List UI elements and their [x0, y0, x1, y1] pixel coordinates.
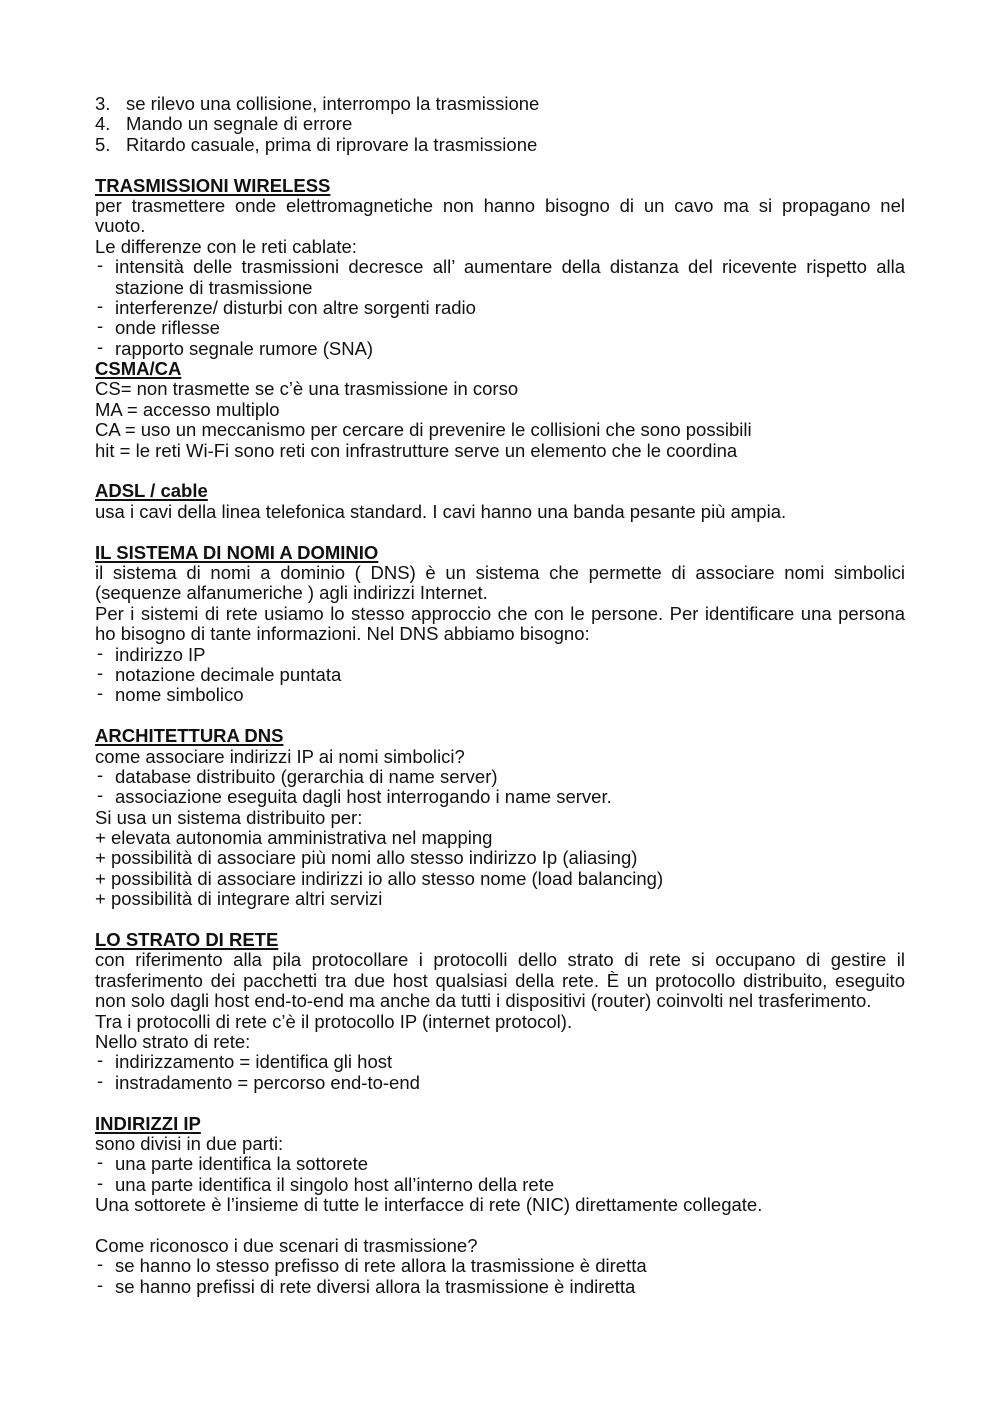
list-item-line: stazione di trasmissione: [115, 276, 313, 298]
item-number: 4.: [95, 113, 111, 135]
section-dns: [95, 543, 905, 706]
list-item-line: rapporto segnale rumore (SNA): [115, 337, 374, 359]
item-number: 5.: [95, 133, 111, 155]
paragraph-line: Una sottorete è l’insieme di tutte le interfacce di rete (NIC) direttamente collegate.: [95, 1194, 763, 1216]
dash-bullet: -: [97, 315, 104, 337]
blank-line: [95, 1215, 905, 1235]
definition-line: MA = accesso multiplo: [95, 398, 280, 420]
list-label: Le differenze con le reti cablate:: [95, 235, 357, 257]
list-item-body: [115, 1154, 905, 1174]
dash-bullet: -: [97, 763, 104, 785]
list-item-line: una parte identifica il singolo host all’interno della rete: [115, 1173, 555, 1195]
section-ip-addresses: [95, 1114, 905, 1298]
paragraph-line: con riferimento alla pila protocollare i protocolli dello strato di rete si occupano di gestire il: [95, 949, 905, 971]
section-heading: ADSL / cable: [95, 480, 208, 502]
section-network-layer: [95, 930, 905, 1093]
paragraph-line: trasferimento dei pacchetti tra due host qualsiasi della rete. È un protocollo distribuito, eseguito: [95, 969, 905, 991]
list-item-line: se hanno lo stesso prefisso di rete allora la trasmissione è diretta: [115, 1255, 647, 1277]
list-item-body: [115, 257, 905, 298]
dash-bullet: -: [97, 1171, 104, 1193]
numbered-item: [95, 114, 905, 134]
list-item: [95, 641, 905, 665]
definition-line: CS= non trasmette se c’è una trasmissione in corso: [95, 378, 519, 400]
document-page: [95, 94, 905, 1297]
list-item-body: [115, 1256, 905, 1276]
list-item-body: [115, 1277, 905, 1297]
paragraph-line: non solo dagli host end-to-end ma anche da tutti i dispositivi (router) coinvolti nel trasferimento.: [95, 990, 872, 1012]
section-heading: CSMA/CA: [95, 358, 182, 380]
list-item: [95, 1049, 905, 1073]
list-item-body: [115, 298, 905, 318]
dash-bullet: -: [97, 661, 104, 683]
definition-line: hit = le reti Wi-Fi sono reti con infrastrutture serve un elemento che le coordina: [95, 439, 738, 461]
plus-item: + possibilità di associare più nomi allo stesso indirizzo Ip (aliasing): [95, 847, 638, 869]
numbered-item: [95, 94, 905, 114]
blank-line: [95, 706, 905, 726]
list-item: [95, 661, 905, 685]
blank-line: [95, 910, 905, 930]
item-text: Mando un segnale di errore: [126, 113, 353, 135]
plus-item: + possibilità di associare indirizzi io allo stesso nome (load balancing): [95, 867, 664, 889]
section-csma-ca: [95, 359, 905, 461]
dash-bullet: -: [97, 784, 104, 806]
section-wireless: [95, 176, 905, 360]
section-heading: INDIRIZZI IP: [95, 1112, 201, 1134]
list-item: [95, 1151, 905, 1175]
list-item-line: indirizzo IP: [115, 643, 206, 665]
paragraph-line: per trasmettere onde elettromagnetiche non hanno bisogno di un cavo ma si propagano nel: [95, 194, 905, 216]
item-text: Ritardo casuale, prima di riprovare la trasmissione: [126, 133, 538, 155]
list-item-body: [115, 318, 905, 338]
list-item-line: notazione decimale puntata: [115, 663, 342, 685]
paragraph-line: Tra i protocolli di rete c’è il protocollo IP (internet protocol).: [95, 1010, 573, 1032]
list-item: [95, 1253, 905, 1277]
list-item-line: interferenze/ disturbi con altre sorgenti radio: [115, 296, 476, 318]
section-heading: LO STRATO DI RETE: [95, 929, 279, 951]
list-item-line: intensità delle trasmissioni decresce all’ aumentare della distanza del ricevente rispetto alla: [115, 256, 905, 278]
paragraph-line: usa i cavi della linea telefonica standard. I cavi hanno una banda pesante più ampia.: [95, 500, 787, 522]
dash-bullet: -: [97, 1253, 104, 1275]
dash-bullet: -: [97, 1049, 104, 1071]
list-label: sono divisi in due parti:: [95, 1132, 284, 1154]
list-item-line: una parte identifica la sottorete: [115, 1153, 368, 1175]
section-heading: TRASMISSIONI WIRELESS: [95, 174, 331, 196]
list-item-body: [115, 1073, 905, 1093]
numbered-item: [95, 135, 905, 155]
transmission-steps-list: [95, 94, 905, 155]
list-item: [95, 784, 905, 808]
section-adsl: [95, 481, 905, 522]
dash-bullet: -: [97, 1273, 104, 1295]
list-item: [95, 335, 905, 359]
plus-item: + possibilità di integrare altri servizi: [95, 888, 383, 910]
dash-bullet: -: [97, 1069, 104, 1091]
dash-bullet: -: [97, 682, 104, 704]
list-item-body: [115, 685, 905, 705]
blank-line: [95, 155, 905, 175]
list-item-line: onde riflesse: [115, 317, 220, 339]
list-item-body: [115, 665, 905, 685]
item-number: 3.: [95, 93, 111, 114]
dash-bullet: -: [97, 1151, 104, 1173]
list-item-body: [115, 787, 905, 807]
list-item-body: [115, 767, 905, 787]
list-item: [95, 315, 905, 339]
list-item: [95, 1171, 905, 1195]
list-item: [95, 1273, 905, 1297]
paragraph-line: il sistema di nomi a dominio ( DNS) è un sistema che permette di associare nomi simbolici: [95, 561, 905, 583]
dash-bullet: -: [97, 335, 104, 357]
definition-line: CA = uso un meccanismo per cercare di prevenire le collisioni che sono possibili: [95, 419, 752, 441]
paragraph-line: Per i sistemi di rete usiamo lo stesso approccio che con le persone. Per identificare una persona: [95, 602, 905, 624]
list-item-line: instradamento = percorso end-to-end: [115, 1071, 420, 1093]
section-heading: ARCHITETTURA DNS: [95, 725, 284, 747]
list-item-line: indirizzamento = identifica gli host: [115, 1051, 393, 1073]
paragraph-line: (sequenze alfanumeriche ) agli indirizzi Internet.: [95, 582, 488, 604]
blank-line: [95, 1093, 905, 1113]
blank-line: [95, 522, 905, 542]
section-heading: IL SISTEMA DI NOMI A DOMINIO: [95, 541, 379, 563]
dash-bullet: -: [97, 254, 104, 276]
dash-bullet: -: [97, 294, 104, 316]
plus-item: + elevata autonomia amministrativa nel mapping: [95, 827, 493, 849]
list-label: Nello strato di rete:: [95, 1030, 251, 1052]
list-item-line: associazione eseguita dagli host interrogando i name server.: [115, 786, 612, 808]
list-item: [95, 254, 905, 298]
list-label: Come riconosco i due scenari di trasmissione?: [95, 1234, 478, 1256]
section-dns-architecture: [95, 726, 905, 910]
list-item-body: [115, 645, 905, 665]
list-item: [95, 682, 905, 706]
list-item-body: [115, 1052, 905, 1072]
list-item: [95, 294, 905, 318]
item-text: se rilevo una collisione, interrompo la trasmissione: [126, 93, 540, 114]
list-item: [95, 763, 905, 787]
list-item-line: se hanno prefissi di rete diversi allora la trasmissione è indiretta: [115, 1275, 636, 1297]
list-item-body: [115, 339, 905, 359]
list-item: [95, 1069, 905, 1093]
list-item-line: nome simbolico: [115, 684, 244, 706]
list-item-line: database distribuito (gerarchia di name server): [115, 765, 498, 787]
paragraph-line: vuoto.: [95, 215, 146, 237]
list-label: Si usa un sistema distribuito per:: [95, 806, 363, 828]
blank-line: [95, 461, 905, 481]
paragraph-line: ho bisogno di tante informazioni. Nel DNS abbiamo bisogno:: [95, 623, 590, 645]
paragraph-line: come associare indirizzi IP ai nomi simbolici?: [95, 745, 465, 767]
list-item-body: [115, 1175, 905, 1195]
dash-bullet: -: [97, 641, 104, 663]
